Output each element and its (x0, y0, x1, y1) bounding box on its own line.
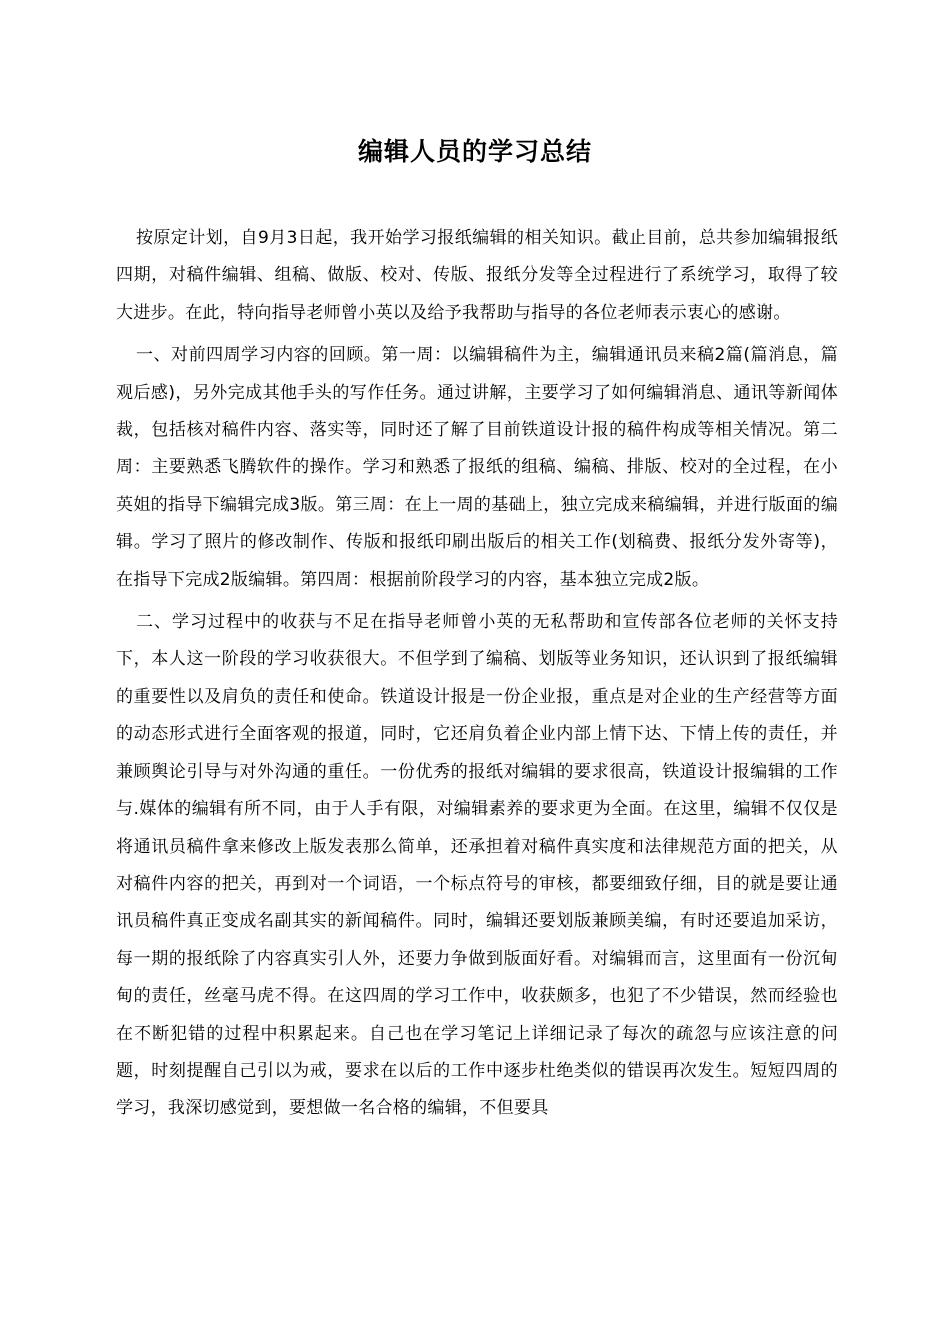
document-title: 编辑人员的学习总结 (357, 137, 592, 166)
paragraph-intro: 按原定计划，自9月3日起，我开始学习报纸编辑的相关知识。截止目前，总共参加编辑报纸四期，对稿件编辑、组稿、做版、校对、传版、报纸分发等全过程进行了系统学习，取得了较大进步。在此，特向指导老师曾小英以及给予我帮助与指导的各位老师表示衷心的感谢。 (116, 228, 838, 323)
paragraph-gains: 二、学习过程中的收获与不足在指导老师曾小英的无私帮助和宣传部各位老师的关怀支持下，本人这一阶段的学习收获很大。不但学到了编稿、划版等业务知识，还认识到了报纸编辑的重要性以及肩负的责任和使命。铁道设计报是一份企业报，重点是对企业的生产经营等方面的动态形式进行全面客观的报道，同时，它还肩负着企业内部上情下达、下情上传的责任，并兼顾舆论引导与对外沟通的重任。一份优秀的报纸对编辑的要求很高，铁道设计报编辑的工作与.媒体的编辑有所不同，由于人手有限，对编辑素养的要求更为全面。在这里，编辑不仅仅是将通讯员稿件拿来修改上版发表那么简单，还承担着对稿件真实度和法律规范方面的把关，从对稿件内容的把关，再到对一个词语，一个标点符号的审核，都要细致仔细，目的就是要让通讯员稿件真正变成名副其实的新闻稿件。同时，编辑还要划版兼顾美编，有时还要追加采访，每一期的报纸除了内容真实引人外，还要力争做到版面好看。对编辑而言，这里面有一份沉甸甸的责任，丝毫马虎不得。在这四周的学习工作中，收获颇多，也犯了不少错误，然而经验也在不断犯错的过程中积累起来。自己也在学习笔记上详细记录了每次的疏忽与应该注意的问题，时刻提醒自己引以为戒，要求在以后的工作中逐步杜绝类似的错误再次发生。短短四周的学习，我深切感觉到，要想做一名合格的编辑，不但要具 (116, 612, 838, 1119)
paragraph-review: 一、对前四周学习内容的回顾。第一周：以编辑稿件为主，编辑通讯员来稿2篇(篇消息，篇观后感)，另外完成其他手头的写作任务。通过讲解，主要学习了如何编辑消息、通讯等新闻体裁，包括核对稿件内容、落实等，同时还了解了目前铁道设计报的稿件构成等相关情况。第二周：主要熟悉飞腾软件的操作。学习和熟悉了报纸的组稿、编稿、排版、校对的全过程，在小英姐的指导下编辑完成3版。第三周：在上一周的基础上，独立完成来稿编辑，并进行版面的编辑。学习了照片的修改制作、传版和报纸印刷出版后的相关工作(划稿费、报纸分发外寄等)，在指导下完成2版编辑。第四周：根据前阶段学习的内容，基本独立完成2版。 (116, 345, 838, 590)
document-body (116, 220, 838, 1133)
